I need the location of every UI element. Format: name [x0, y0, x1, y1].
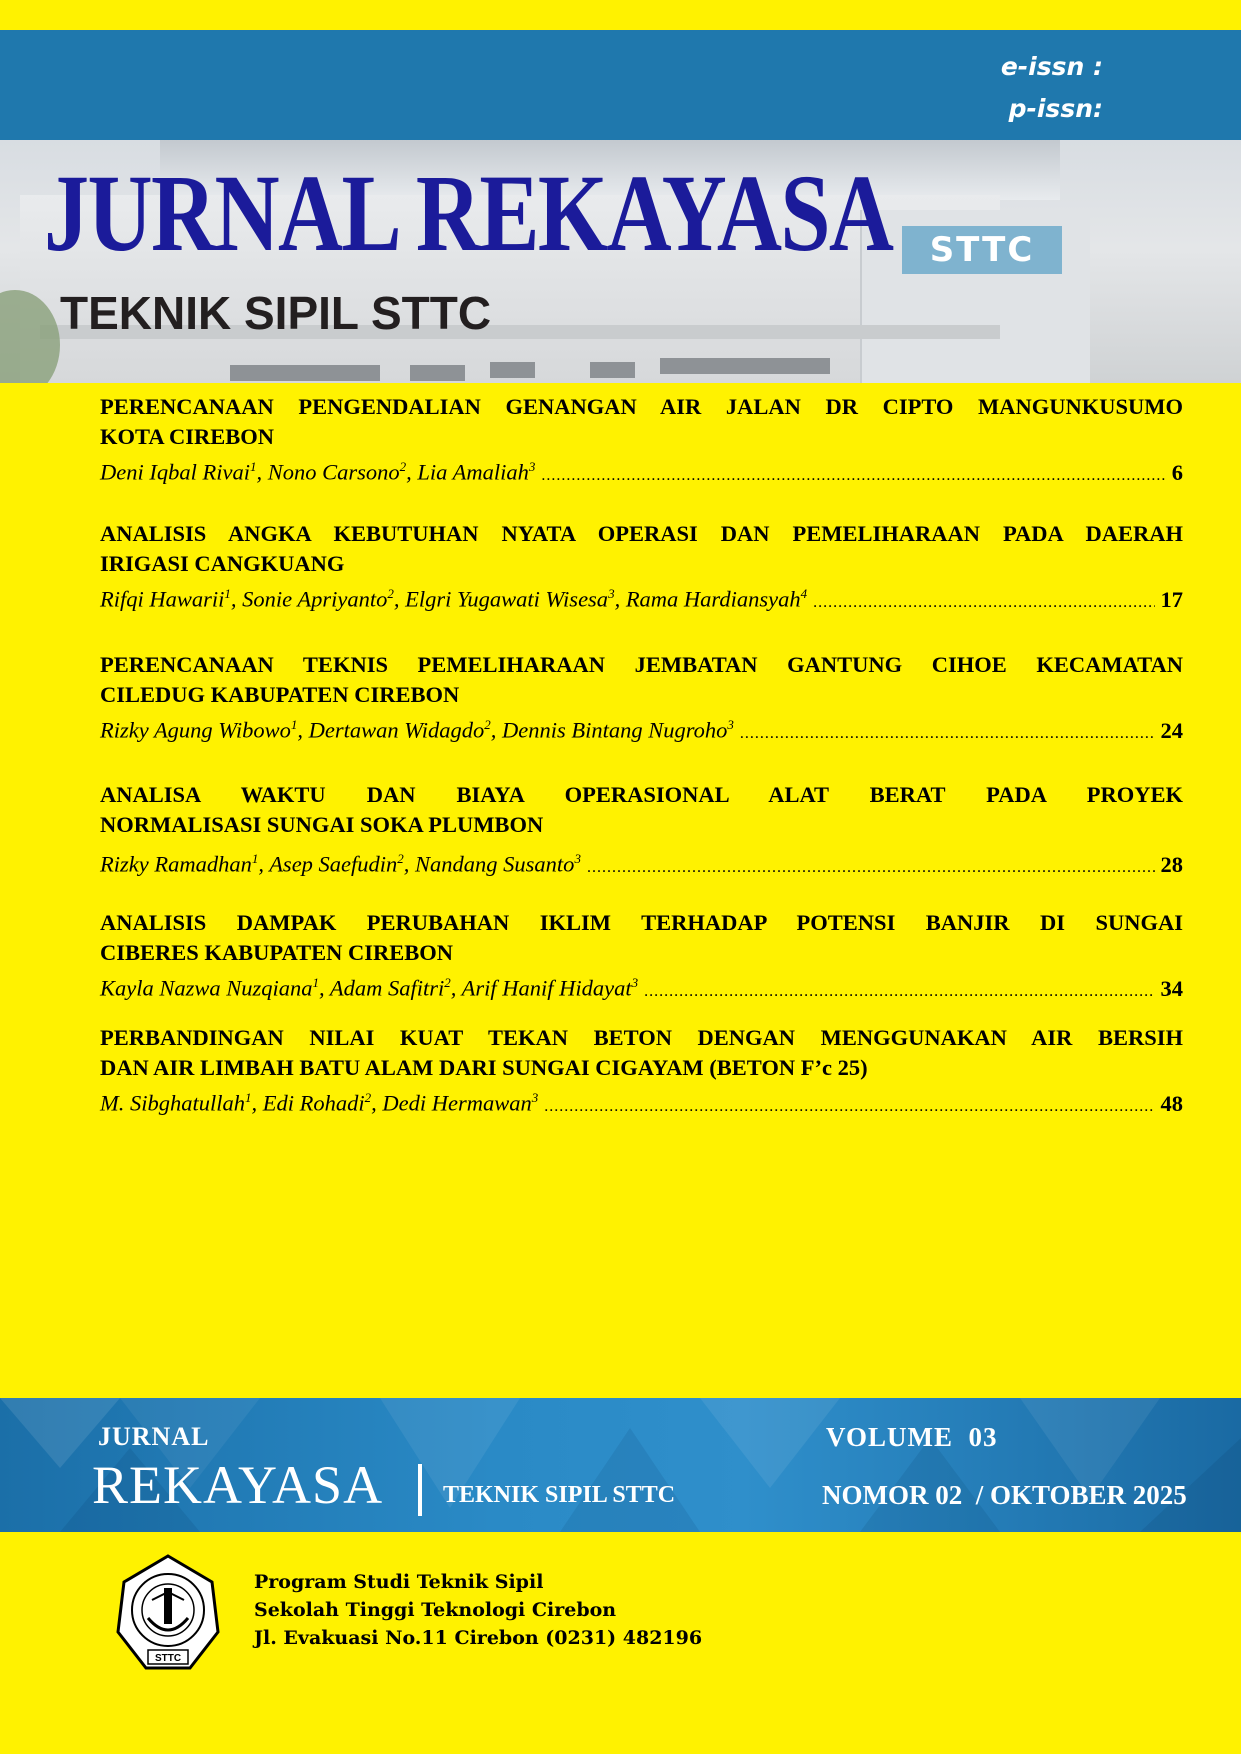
- leader-dots: [813, 588, 1154, 618]
- e-issn-label: e-issn :: [1000, 52, 1103, 81]
- article-entry[interactable]: [100, 392, 1183, 491]
- article-authors: M. Sibghatullah$^1$, Edi Rohadi$^2$, Dedi Hermawan$^3$: [100, 1090, 539, 1116]
- institution-address: [254, 1568, 702, 1652]
- article-entry[interactable]: [100, 519, 1183, 618]
- footer-volume: VOLUME 03: [826, 1422, 998, 1452]
- article-page-number: 48: [1160, 1090, 1183, 1116]
- top-band: [0, 30, 1241, 140]
- article-entry[interactable]: [100, 1023, 1183, 1122]
- article-title: ANALISA WAKTU DAN BIAYA OPERASIONAL ALAT BERAT PADA PROYEK NORMALISASI SUNGAI SOKA PLUMBON: [100, 782, 1183, 837]
- footer-teknik: TEKNIK SIPIL STTC: [443, 1482, 676, 1508]
- article-title: PERBANDINGAN NILAI KUAT TEKAN BETON DENGAN MENGGUNAKAN AIR BERSIH DAN AIR LIMBAH BATU ALAM DARI SUNGAI CIGAYAM (BETON F’c 25): [100, 1025, 1183, 1080]
- footer-nomor: NOMOR 02 / OKTOBER 2025: [822, 1480, 1187, 1510]
- leader-dots: [541, 461, 1165, 491]
- p-issn-label: p-issn:: [1008, 94, 1103, 123]
- article-entry[interactable]: [100, 908, 1183, 1007]
- journal-title: JURNAL REKAYASA: [44, 152, 893, 274]
- journal-subtitle: TEKNIK SIPIL STTC: [60, 287, 492, 339]
- article-title: ANALISIS DAMPAK PERUBAHAN IKLIM TERHADAP POTENSI BANJIR DI SUNGAI CIBERES KABUPATEN CIREBON: [100, 910, 1183, 965]
- article-title: PERENCANAAN PENGENDALIAN GENANGAN AIR JALAN DR CIPTO MANGUNKUSUMO KOTA CIREBON: [100, 394, 1183, 449]
- institution-line-1: Program Studi Teknik Sipil: [254, 1571, 544, 1593]
- article-authors: Kayla Nazwa Nuzqiana$^1$, Adam Safitri$^2$, Arif Hanif Hidayat$^3$: [100, 975, 639, 1001]
- article-page-number: 24: [1160, 717, 1183, 743]
- svg-text:STTC: STTC: [154, 1653, 182, 1664]
- footer-rekayasa: REKAYASA: [92, 1455, 384, 1515]
- leader-dots: [587, 853, 1155, 883]
- sttc-seal-icon: [112, 1552, 224, 1676]
- leader-dots: [644, 977, 1154, 1007]
- article-entry[interactable]: [100, 780, 1183, 883]
- article-authors: Deni Iqbal Rivai$^1$, Nono Carsono$^2$, Lia Amaliah$^3$: [100, 459, 536, 485]
- footer-jurnal: JURNAL: [98, 1422, 210, 1451]
- leader-dots: [544, 1092, 1154, 1122]
- building-sign: STTC: [902, 226, 1062, 274]
- institution-line-2: Sekolah Tinggi Teknologi Cirebon: [254, 1599, 617, 1621]
- footer-divider: [418, 1464, 422, 1516]
- article-entry[interactable]: [100, 650, 1183, 749]
- article-page-number: 17: [1160, 586, 1183, 612]
- leader-dots: [740, 719, 1155, 749]
- article-page-number: 28: [1160, 851, 1183, 877]
- article-title: ANALISIS ANGKA KEBUTUHAN NYATA OPERASI DAN PEMELIHARAAN PADA DAERAH IRIGASI CANGKUANG: [100, 521, 1183, 576]
- institution-line-3: Jl. Evakuasi No.11 Cirebon (0231) 482196: [254, 1627, 703, 1649]
- article-authors: Rifqi Hawarii$^1$, Sonie Apriyanto$^2$, Elgri Yugawati Wisesa$^3$, Rama Hardiansyah$^4$: [100, 586, 808, 612]
- article-title: PERENCANAAN TEKNIS PEMELIHARAAN JEMBATAN GANTUNG CIHOE KECAMATAN CILEDUG KABUPATEN CIREBON: [100, 652, 1183, 707]
- article-page-number: 6: [1171, 459, 1183, 485]
- article-authors: Rizky Ramadhan$^1$, Asep Saefudin$^2$, Nandang Susanto$^3$: [100, 851, 581, 877]
- article-authors: Rizky Agung Wibowo$^1$, Dertawan Widagdo$^2$, Dennis Bintang Nugroho$^3$: [100, 717, 734, 743]
- article-page-number: 34: [1160, 975, 1183, 1001]
